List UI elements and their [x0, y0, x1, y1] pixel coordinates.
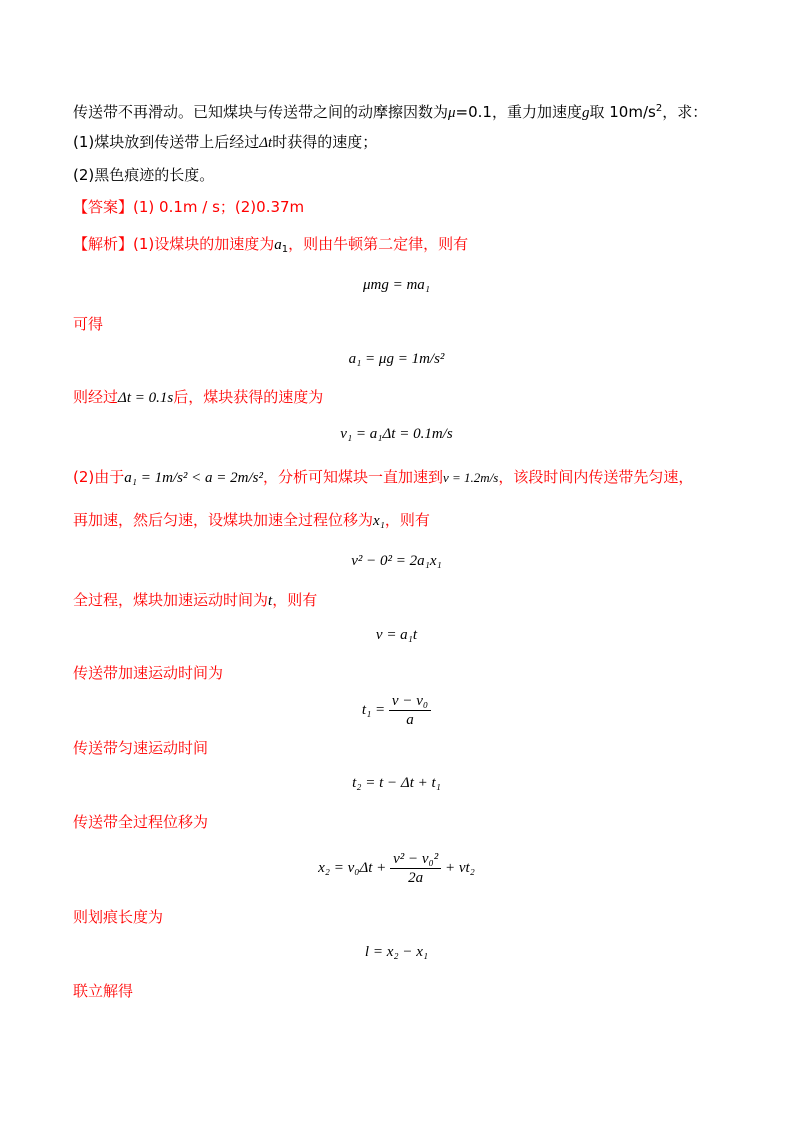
analysis-label: 【解析】	[73, 235, 134, 253]
equation-8: x₂ = v₀Δt + $\frac{\text{v² − v₀²}}{2a}$ + vt₂	[318, 851, 475, 886]
equation-7: t₂ = t − Δt + t₁	[352, 775, 441, 791]
text-mark-len: 则划痕长度为	[73, 908, 164, 926]
text-whole: 全过程，煤块加速运动时间为t，则有	[73, 591, 318, 609]
fraction-8: $\frac{\text{v² − v₀²}}{2a}$	[390, 850, 441, 887]
text-keyide: 可得	[73, 315, 104, 333]
text-part2: (2)由于a₁ = 1m/s² < a = 2m/s²，分析可知煤块一直加速到v = 1.2m/s，该段时间内传送带先匀速，	[73, 468, 694, 486]
equation-1: μmg = ma₁	[362, 277, 431, 293]
equation-5: v = a₁t	[375, 627, 418, 643]
analysis-intro: 【解析】(1)设煤块的加速度为$a_1$，则由牛顿第二定律，则有	[73, 235, 469, 255]
equation-6: t₁ = $\frac{\text{v − v₀}}{a}$	[0, 692, 793, 729]
equation-3: v₁ = a₁Δt = 0.1m/s	[340, 426, 453, 442]
equation-2: a₁ = μg = 1m/s²	[348, 351, 445, 367]
question-1: (1)煤块放到传送带上后经过Δt时获得的速度；	[73, 133, 378, 151]
fraction-6: $\frac{\text{v − v₀}}{a}$	[389, 692, 431, 729]
answer-line	[73, 197, 304, 217]
text-belt-disp: 传送带全过程位移为	[73, 813, 209, 831]
equation-9: l = x₂ − x₁	[364, 944, 429, 960]
question-2: (2)黑色痕迹的长度。	[73, 166, 215, 184]
answer-label: 【答案】	[73, 198, 134, 216]
text-belt-uniform: 传送带匀速运动时间	[73, 739, 209, 757]
answer-text: (1) 0.1m / s；(2)0.37m	[133, 198, 305, 216]
problem-line-1: 传送带不再滑动。已知煤块与传送带之间的动摩擦因数为μ=0.1，重力加速度g取 $10m/s^2$，求：	[73, 103, 708, 121]
text-then: 则经过Δt = 0.1s后，煤块获得的速度为	[73, 388, 324, 406]
text-solve: 联立解得	[73, 982, 134, 1000]
equation-4: v² − 0² = 2a₁x₁	[351, 553, 442, 569]
text-belt-acc: 传送带加速运动时间为	[73, 664, 224, 682]
text-part2b: 再加速，然后匀速，设煤块加速全过程位移为x₁，则有	[73, 511, 430, 529]
